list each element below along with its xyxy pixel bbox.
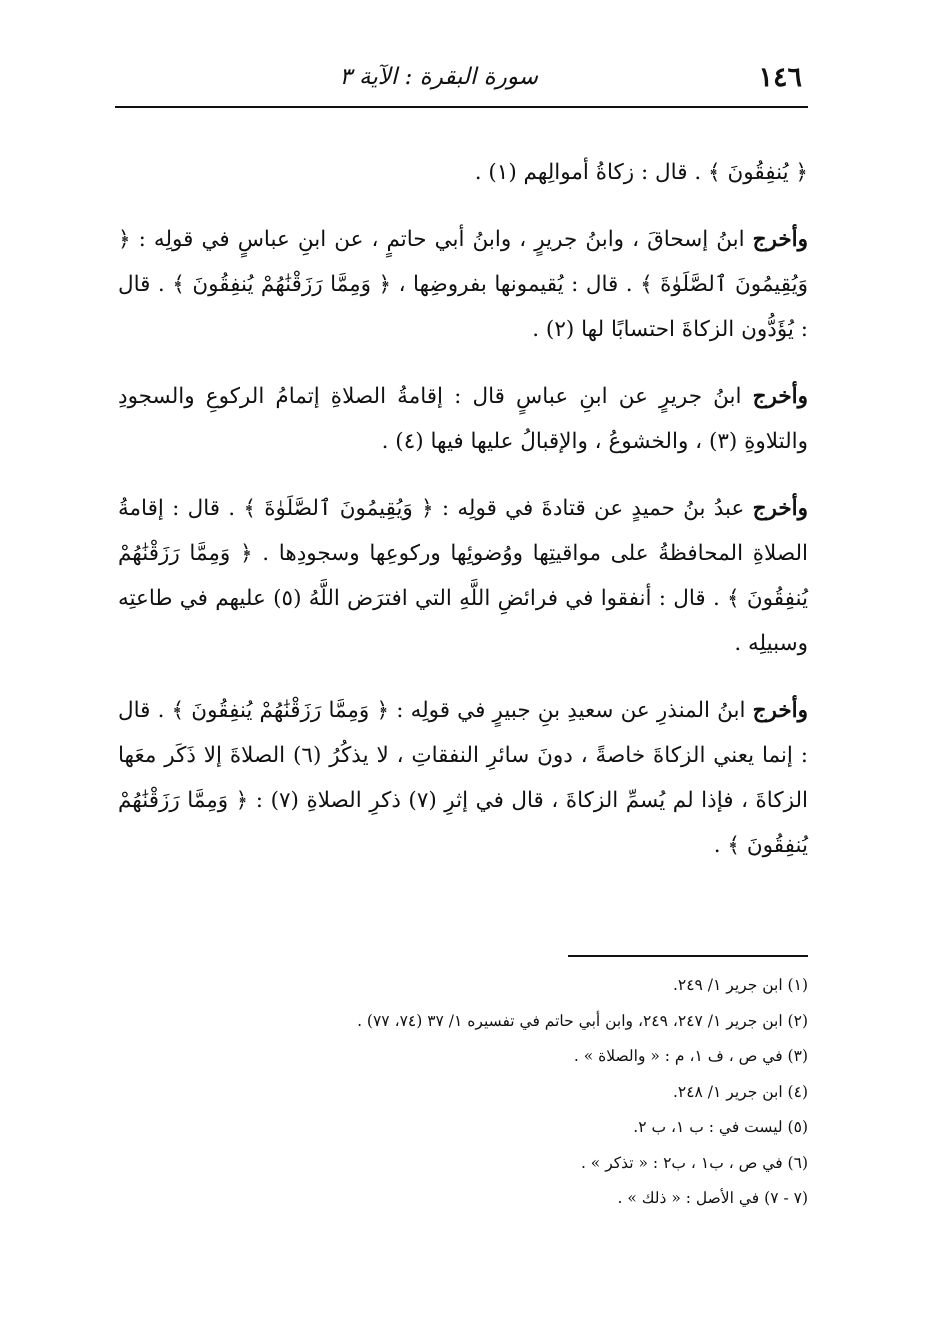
paragraph-4-text: عبدُ بنُ حميدٍ عن قتادةَ في قولِه : ﴿ وَيُقِيمُونَ ٱلصَّلَوٰةَ ﴾ . قال : إقامةُ الصلاةِ المحافظةُ على مواقيتِها ووُضوئِها وركوعِها وسجودِها . ﴿ وَمِمَّا رَزَقْنَٰهُمْ يُنفِقُونَ ﴾ . قال : أنفقوا في فرائضِ اللَّهِ التي افترَض اللَّهُ (٥) عليهم في طاعتِه وسبيلِه . [118,496,808,656]
paragraph-3 [118,374,808,464]
paragraph-1-text: ﴿ يُنفِقُونَ ﴾ . قال : زكاةُ أموالِهم (١) . [474,160,808,185]
footnote-5: (٥) ليست في : ب ١، ب ٢. [633,1118,808,1136]
paragraph-2-lead: وأخرج [752,227,808,252]
paragraph-4 [118,486,808,666]
footnote-1: (١) ابن جرير ١/ ٢٤٩. [672,976,808,994]
footnote-6: (٦) في ص ، ب١ ، ب٢ : « تذكر » . [580,1153,808,1172]
footnote-7: (٧ - ٧) في الأصل : « ذلك » . [617,1189,808,1207]
paragraph-5-lead: وأخرج [752,698,808,723]
paragraph-4-lead: وأخرج [752,496,808,521]
footnote-2: (٢) ابن جرير ١/ ٢٤٧، ٢٤٩، وابن أبي حاتم في تفسيره ١/ ٣٧ (٧٤، ٧٧) . [357,1011,808,1030]
running-title: سورة البقرة : الآية ٣ [339,64,538,90]
paragraph-5-text: ابنُ المنذرِ عن سعيدِ بنِ جبيرٍ في قولِه : ﴿ وَمِمَّا رَزَقْنَٰهُمْ يُنفِقُونَ ﴾ . قال : إنما يعني الزكاةَ خاصةً ، دونَ سائرِ النفقاتِ ، لا يذكُرُ (٦) الصلاةَ إلا ذَكَر معَها الزكاةَ ، فإذا لم يُسمِّ الزكاةَ ، قال في إثرِ (٧) ذكرِ الصلاةِ (٧) : ﴿ وَمِمَّا رَزَقْنَٰهُمْ يُنفِقُونَ ﴾ . [118,698,808,858]
paragraph-1 [118,150,808,195]
body-text [118,150,808,890]
footnotes-list [200,968,808,1217]
footnote-4: (٤) ابن جرير ١/ ٢٤٨. [672,1082,808,1101]
page-header [115,62,808,108]
paragraph-3-text: ابنُ جريرٍ عن ابنِ عباسٍ قال : إقامةُ الصلاةِ إتمامُ الركوعِ والسجودِ والتلاوةِ (٣) ، والخشوعُ ، والإقبالُ عليها فيها (٤) . [118,384,808,454]
paragraph-3-lead: وأخرج [752,384,808,409]
footnote-divider [568,955,808,957]
paragraph-2 [118,217,808,352]
footnote-3: (٣) في ص ، ف ١، م : « والصلاة » . [573,1047,808,1065]
paragraph-2-text: ابنُ إسحاقَ ، وابنُ جريرٍ ، وابنُ أبي حاتمٍ ، عن ابنِ عباسٍ في قولِه : ﴿ وَيُقِيمُونَ ٱلصَّلَوٰةَ ﴾ . قال : يُقيمونها بفروضِها ، ﴿ وَمِمَّا رَزَقْنَٰهُمْ يُنفِقُونَ ﴾ . قال : يُؤَدُّون الزكاةَ احتسابًا لها (٢) . [118,227,808,342]
page-number: ١٤٦ [758,62,802,93]
paragraph-5 [118,688,808,868]
